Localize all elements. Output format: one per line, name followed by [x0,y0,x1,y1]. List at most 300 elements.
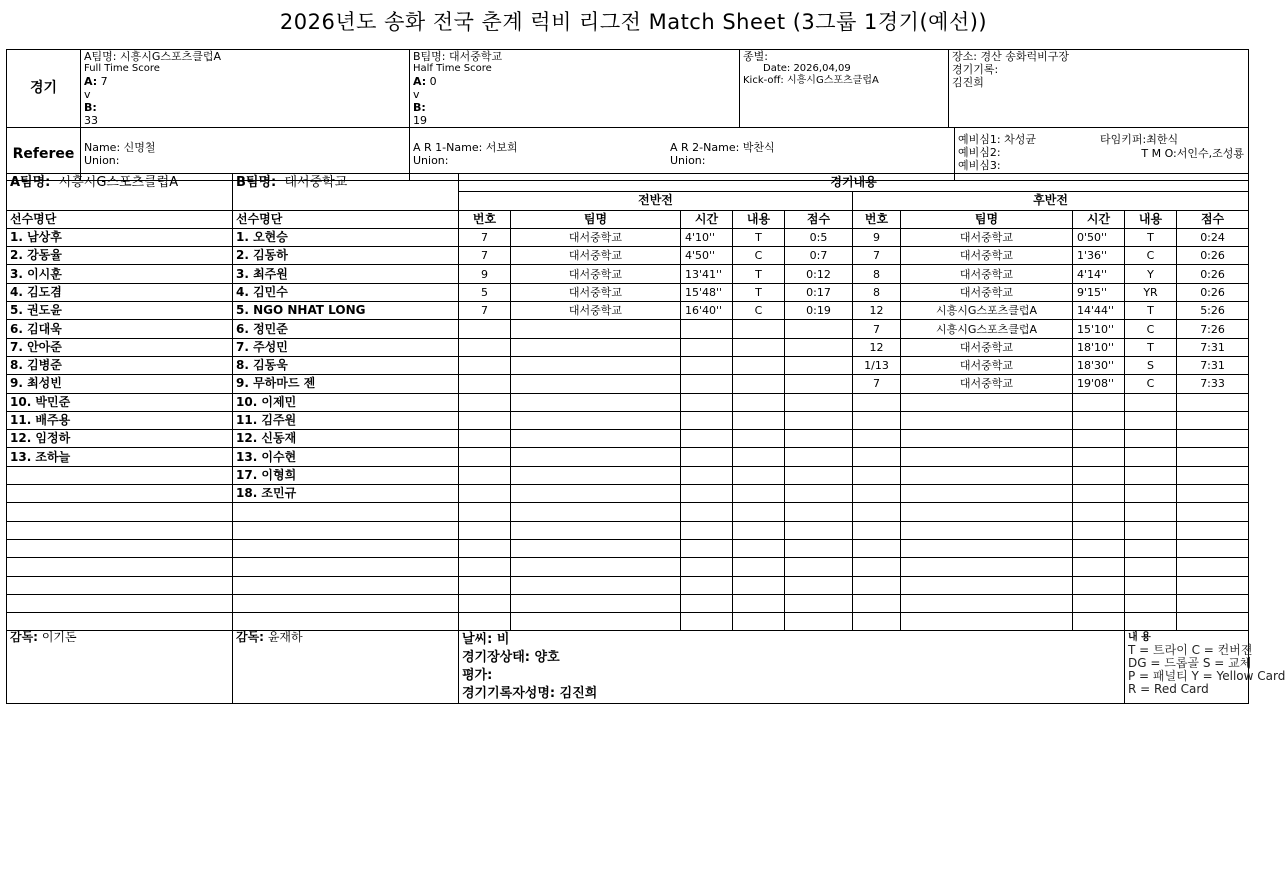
second-half-content [1125,613,1177,631]
second-half-team [901,466,1073,484]
first-half-team: 대서중학교 [511,247,681,265]
second-half-team [901,393,1073,411]
column-header-content: 내용 [733,210,785,228]
first-half-content [733,393,785,411]
second-half-no [853,558,901,576]
player-a [7,539,233,557]
player-b: 10. 이제민 [233,393,459,411]
second-half-no: 7 [853,375,901,393]
first-half-team [511,393,681,411]
table-row [7,466,1249,484]
column-header-number: 번호 [853,210,901,228]
second-half-no: 8 [853,265,901,283]
team-a-header: A팀명: 시흥시G스포츠클럽A [7,174,233,211]
second-half-score [1177,448,1249,466]
first-half-score: 0:12 [785,265,853,283]
match-info-table [6,49,1249,181]
table-row [7,430,1249,448]
first-half-team: 대서중학교 [511,302,681,320]
first-half-score [785,411,853,429]
full-time-score: A: 7 v B: 33 [84,75,108,127]
player-a [7,576,233,594]
second-half-time [1073,393,1125,411]
team-b-name: B팀명: 대서중학교 [413,50,503,63]
ar2-name: A R 2-Name: 박찬식 [670,141,775,154]
second-half-no [853,613,901,631]
second-half-team [901,613,1073,631]
evaluation: 평가: [462,668,493,684]
content-label: 경기내용 [459,174,1249,192]
first-half-team [511,576,681,594]
player-a: 5. 권도윤 [7,302,233,320]
table-row [7,613,1249,631]
second-half-no: 7 [853,320,901,338]
match-sheet-table [6,173,1285,704]
second-half-score [1177,613,1249,631]
player-a [7,594,233,612]
first-half-content: T [733,283,785,301]
player-a: 4. 김도겸 [7,283,233,301]
first-half-no [459,558,511,576]
second-half-team [901,558,1073,576]
second-half-no: 12 [853,338,901,356]
second-half-time: 19'08'' [1073,375,1125,393]
first-half-score [785,356,853,374]
second-half-content [1125,411,1177,429]
second-half-no [853,521,901,539]
second-half-team: 대서중학교 [901,338,1073,356]
second-half-content [1125,448,1177,466]
first-half-score [785,375,853,393]
legend-line: T = 트라이 C = 컨버젼 [1128,643,1253,658]
second-half-no [853,576,901,594]
coach-a: 감독: 이기돈 [7,631,233,704]
first-half-score [785,466,853,484]
referee-label: Referee [7,128,81,181]
first-half-team [511,521,681,539]
player-b: 2. 김동하 [233,247,459,265]
venue: 장소: 경산 송화럭비구장 [952,50,1069,63]
second-half-time [1073,613,1125,631]
table-row [7,485,1249,503]
second-half-time: 18'10'' [1073,338,1125,356]
first-half-time [681,356,733,374]
legend-line: P = 패널티 Y = Yellow Card [1128,669,1285,684]
table-row [7,320,1249,338]
first-half-score [785,613,853,631]
first-half-no [459,594,511,612]
first-half-no [459,375,511,393]
coach-b: 감독: 윤재하 [233,631,459,704]
first-half-no [459,338,511,356]
first-half-score: 0:7 [785,247,853,265]
second-half-team: 대서중학교 [901,356,1073,374]
column-header-time: 시간 [1073,210,1125,228]
second-half-team: 대서중학교 [901,283,1073,301]
second-half-team [901,411,1073,429]
second-half-score [1177,539,1249,557]
second-half-score: 0:24 [1177,228,1249,246]
table-row [7,539,1249,557]
record-label: 경기기록: [952,63,999,76]
second-half-label: 후반전 [853,192,1249,210]
first-half-team [511,411,681,429]
first-half-no [459,466,511,484]
second-half-time [1073,558,1125,576]
second-half-score: 5:26 [1177,302,1249,320]
first-half-content [733,448,785,466]
first-half-no [459,485,511,503]
first-half-no [459,356,511,374]
second-half-content [1125,576,1177,594]
reserve-2: 예비심2: [958,146,1001,159]
first-half-team [511,375,681,393]
second-half-score: 7:26 [1177,320,1249,338]
second-half-time [1073,521,1125,539]
second-half-time: 9'15'' [1073,283,1125,301]
player-b: 7. 주성민 [233,338,459,356]
roster-b-label: 선수명단 [233,210,459,228]
team-a-name: A팀명: 시흥시G스포츠클럽A [84,50,222,63]
table-row [7,338,1249,356]
second-half-team: 대서중학교 [901,228,1073,246]
first-half-team: 대서중학교 [511,265,681,283]
column-header-time: 시간 [681,210,733,228]
category: 종별: [743,50,768,63]
second-half-score: 7:31 [1177,338,1249,356]
first-half-content: C [733,302,785,320]
table-row [7,265,1249,283]
match-date: Date: 2026,04,09 [763,63,851,74]
player-b: 12. 신동재 [233,430,459,448]
second-half-content [1125,393,1177,411]
player-a: 9. 최성빈 [7,375,233,393]
second-half-score [1177,503,1249,521]
second-half-score [1177,576,1249,594]
second-half-time: 4'14'' [1073,265,1125,283]
first-half-content [733,503,785,521]
second-half-time: 14'44'' [1073,302,1125,320]
first-half-team [511,613,681,631]
player-a: 7. 안아준 [7,338,233,356]
first-half-time [681,539,733,557]
player-a: 10. 박민준 [7,393,233,411]
player-a [7,558,233,576]
second-half-time [1073,503,1125,521]
player-a: 6. 김대욱 [7,320,233,338]
second-half-score: 0:26 [1177,283,1249,301]
match-label: 경기 [7,50,81,128]
first-half-content [733,485,785,503]
first-half-content [733,320,785,338]
player-a: 13. 조하늘 [7,448,233,466]
first-half-time [681,613,733,631]
second-half-time: 15'10'' [1073,320,1125,338]
player-a [7,503,233,521]
first-half-content [733,539,785,557]
second-half-team [901,539,1073,557]
player-a [7,613,233,631]
first-half-time [681,430,733,448]
player-a: 11. 배주용 [7,411,233,429]
page-title: 2026년도 송화 전국 춘계 럭비 리그전 Match Sheet (3그룹 1경기(예선)) [279,10,988,34]
player-b [233,576,459,594]
player-a [7,466,233,484]
player-a: 12. 임정하 [7,430,233,448]
first-half-time: 13'41'' [681,265,733,283]
table-row [7,375,1249,393]
first-half-label: 전반전 [459,192,853,210]
table-row [7,393,1249,411]
second-half-time: 18'30'' [1073,356,1125,374]
second-half-time [1073,539,1125,557]
timekeeper: 타임키퍼:최한식 [1100,133,1179,146]
first-half-time: 15'48'' [681,283,733,301]
table-row [7,503,1249,521]
first-half-team [511,356,681,374]
column-header-score: 점수 [1177,210,1249,228]
first-half-content: C [733,247,785,265]
first-half-team [511,539,681,557]
second-half-content: C [1125,247,1177,265]
second-half-no [853,539,901,557]
second-half-team [901,448,1073,466]
player-b: 11. 김주원 [233,411,459,429]
player-b: 13. 이수현 [233,448,459,466]
first-half-no [459,576,511,594]
player-b: 17. 이형희 [233,466,459,484]
first-half-no [459,430,511,448]
second-half-team: 대서중학교 [901,265,1073,283]
second-half-team: 대서중학교 [901,375,1073,393]
table-row [7,576,1249,594]
ar1-union: Union: [413,154,449,167]
player-b: 5. NGO NHAT LONG [233,302,459,320]
player-a [7,485,233,503]
second-half-score [1177,594,1249,612]
second-half-score: 0:26 [1177,247,1249,265]
column-header-team: 팀명 [511,210,681,228]
second-half-time: 0'50'' [1073,228,1125,246]
first-half-no: 7 [459,247,511,265]
first-half-content [733,521,785,539]
player-a: 2. 강동율 [7,247,233,265]
player-b: 18. 조민규 [233,485,459,503]
first-half-no [459,393,511,411]
first-half-score [785,576,853,594]
second-half-score [1177,521,1249,539]
second-half-team [901,485,1073,503]
second-half-team [901,576,1073,594]
player-b: 6. 정민준 [233,320,459,338]
first-half-time [681,594,733,612]
first-half-no: 7 [459,302,511,320]
table-row [7,558,1249,576]
first-half-content [733,338,785,356]
second-half-score [1177,485,1249,503]
player-b: 9. 무하마드 젠 [233,375,459,393]
second-half-content: T [1125,302,1177,320]
ground-condition: 경기장상태: 양호 [462,650,560,666]
player-b [233,594,459,612]
tmo: T M O:서인수,조성룡 [1141,147,1244,160]
second-half-time [1073,594,1125,612]
second-half-no: 9 [853,228,901,246]
second-half-content: T [1125,228,1177,246]
ar2-union: Union: [670,154,706,167]
weather: 날씨: 비 [462,632,510,648]
second-half-no: 7 [853,247,901,265]
second-half-no: 8 [853,283,901,301]
first-half-no [459,320,511,338]
player-b [233,558,459,576]
first-half-content [733,356,785,374]
second-half-no [853,503,901,521]
second-half-team [901,503,1073,521]
second-half-team: 대서중학교 [901,247,1073,265]
first-half-team [511,503,681,521]
second-half-score [1177,411,1249,429]
first-half-content [733,613,785,631]
first-half-time [681,448,733,466]
second-half-score [1177,558,1249,576]
first-half-content [733,411,785,429]
first-half-team: 대서중학교 [511,283,681,301]
first-half-no [459,503,511,521]
table-row [7,448,1249,466]
legend [1125,631,1285,704]
second-half-score: 0:26 [1177,265,1249,283]
column-header-number: 번호 [459,210,511,228]
ar1-name: A R 1-Name: 서보희 [413,141,518,154]
table-row [7,594,1249,612]
second-half-content [1125,503,1177,521]
second-half-content [1125,430,1177,448]
second-half-content [1125,594,1177,612]
first-half-team [511,558,681,576]
first-half-content [733,430,785,448]
first-half-time: 4'50'' [681,247,733,265]
first-half-time [681,576,733,594]
first-half-no: 9 [459,265,511,283]
first-half-time [681,375,733,393]
second-half-time: 1'36'' [1073,247,1125,265]
second-half-no: 1/13 [853,356,901,374]
first-half-score [785,485,853,503]
first-half-time: 4'10'' [681,228,733,246]
legend-line: R = Red Card [1128,682,1209,697]
first-half-time [681,320,733,338]
table-row [7,521,1249,539]
first-half-score: 0:17 [785,283,853,301]
first-half-score [785,594,853,612]
second-half-score [1177,430,1249,448]
first-half-team [511,466,681,484]
player-b [233,503,459,521]
legend-title: 내 용 [1128,632,1151,644]
first-half-team: 대서중학교 [511,228,681,246]
column-header-score: 점수 [785,210,853,228]
player-b: 3. 최주원 [233,265,459,283]
second-half-time [1073,411,1125,429]
first-half-team [511,594,681,612]
first-half-content [733,594,785,612]
first-half-content [733,375,785,393]
player-a: 1. 남상후 [7,228,233,246]
second-half-team [901,521,1073,539]
first-half-content [733,558,785,576]
second-half-time [1073,485,1125,503]
player-b: 4. 김민수 [233,283,459,301]
first-half-time [681,558,733,576]
first-half-time [681,521,733,539]
first-half-team [511,430,681,448]
table-row [7,247,1249,265]
first-half-time [681,393,733,411]
second-half-time [1073,576,1125,594]
recorder-signature: 경기기록자성명: 김진희 [462,686,598,702]
second-half-score [1177,466,1249,484]
table-row [7,283,1249,301]
player-b: 8. 김동욱 [233,356,459,374]
second-half-score [1177,393,1249,411]
second-half-content [1125,558,1177,576]
kickoff: Kick-off: 시흥시G스포츠클럽A [743,75,879,86]
first-half-no [459,411,511,429]
table-row [7,411,1249,429]
roster-a-label: 선수명단 [7,210,233,228]
referee-union: Union: [84,154,120,167]
player-b: 1. 오현승 [233,228,459,246]
second-half-no: 12 [853,302,901,320]
second-half-content [1125,485,1177,503]
first-half-time [681,503,733,521]
second-half-no [853,448,901,466]
second-half-content [1125,539,1177,557]
first-half-content [733,466,785,484]
first-half-time [681,411,733,429]
second-half-content: C [1125,375,1177,393]
second-half-time [1073,430,1125,448]
first-half-score [785,430,853,448]
second-half-no [853,393,901,411]
second-half-content: C [1125,320,1177,338]
second-half-no [853,411,901,429]
first-half-score [785,338,853,356]
table-row [7,356,1249,374]
second-half-content: YR [1125,283,1177,301]
second-half-content [1125,466,1177,484]
player-a: 3. 이시훈 [7,265,233,283]
full-time-label: Full Time Score [84,63,160,74]
match-notes [459,631,1125,704]
player-b [233,521,459,539]
first-half-team [511,338,681,356]
first-half-score [785,539,853,557]
second-half-content: T [1125,338,1177,356]
second-half-no [853,594,901,612]
first-half-score: 0:19 [785,302,853,320]
second-half-no [853,430,901,448]
first-half-team [511,320,681,338]
player-a [7,521,233,539]
legend-line: DG = 드롭골 S = 교체 [1128,656,1252,671]
second-half-score: 7:31 [1177,356,1249,374]
first-half-score [785,521,853,539]
first-half-no: 7 [459,228,511,246]
first-half-no [459,613,511,631]
first-half-score [785,393,853,411]
